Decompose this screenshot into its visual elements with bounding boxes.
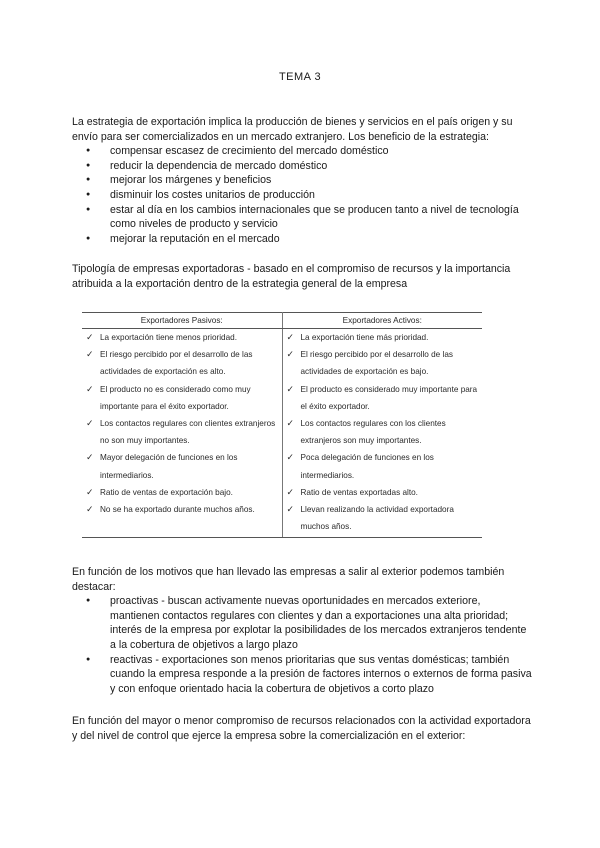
- motives-intro: En función de los motivos que han llevado las empresas a salir al exterior podemos también destacar:: [72, 566, 505, 593]
- check-icon: ✓: [286, 418, 295, 429]
- passive-cell: [82, 501, 282, 535]
- cell-text: El riesgo percibido por el desarrollo de las actividades de exportación es alto.: [100, 350, 253, 377]
- check-icon: ✓: [286, 504, 295, 515]
- motives-list: [72, 594, 532, 696]
- check-icon: ✓: [286, 452, 295, 463]
- check-icon: ✓: [286, 486, 295, 497]
- check-icon: ✓: [86, 383, 94, 394]
- passive-cell: [82, 449, 282, 483]
- list-item: ● compensar escasez de crecimiento del mercado doméstico: [86, 144, 532, 159]
- cell-text: Llevan realizando la actividad exportadora muchos años.: [300, 505, 454, 532]
- active-cell: [282, 415, 482, 449]
- table-row: [82, 346, 482, 380]
- closing-paragraph: En función del mayor o menor compromiso de recursos relacionados con la actividad exportadora y del nivel de control que ejerce la empresa sobre la comercialización en el exterior:: [72, 715, 531, 742]
- cell-text: El producto es considerado muy importante para el éxito exportador.: [300, 384, 478, 411]
- passive-cell: [82, 484, 282, 501]
- active-cell: [282, 329, 482, 347]
- passive-cell: [82, 346, 282, 380]
- motives-section: [72, 565, 532, 696]
- passive-cell: [82, 415, 282, 449]
- table-row: [82, 484, 482, 501]
- cell-text: Los contactos regulares con los clientes extranjeros son muy importantes.: [300, 419, 446, 446]
- table-row: [82, 449, 482, 483]
- cell-text: El producto no es considerado como muy importante para el éxito exportador.: [100, 384, 251, 411]
- intro-paragraph: [72, 115, 532, 246]
- list-item: ● disminuir los costes unitarios de producción: [86, 188, 532, 203]
- table-row: [82, 329, 482, 347]
- check-icon: ✓: [286, 383, 295, 394]
- cell-text: Ratio de ventas exportadas alto.: [300, 487, 418, 497]
- cell-text: Mayor delegación de funciones en los intermediarios.: [100, 453, 238, 480]
- list-item: ● mejorar los márgenes y beneficios: [86, 173, 532, 188]
- cell-text: No se ha exportado durante muchos años.: [100, 505, 255, 515]
- check-icon: ✓: [86, 349, 94, 360]
- table-row: [82, 501, 482, 535]
- active-cell: [282, 449, 482, 483]
- check-icon: ✓: [86, 418, 94, 429]
- cell-text: El riesgo percibido por el desarrollo de las actividades de exportación es bajo.: [300, 350, 453, 377]
- table-row: [82, 415, 482, 449]
- cell-text: Poca delegación de funciones en los intermediarios.: [300, 453, 434, 480]
- header-passive: Exportadores Pasivos:: [82, 313, 282, 329]
- header-active: Exportadores Activos:: [282, 313, 482, 329]
- active-cell: [282, 501, 482, 535]
- check-icon: ✓: [86, 504, 94, 515]
- check-icon: ✓: [286, 332, 295, 342]
- active-cell: [282, 484, 482, 501]
- active-cell: [282, 381, 482, 415]
- cell-text: La exportación tiene menos prioridad.: [100, 333, 237, 342]
- page-title: TEMA 3: [278, 71, 322, 83]
- list-item: ● estar al día en los cambios internacionales que se producen tanto a nivel de tecnología como niveles de producto y servicio: [86, 203, 532, 232]
- cell-text: Los contactos regulares con clientes extranjeros no son muy importantes.: [100, 419, 276, 446]
- cell-text: La exportación tiene más prioridad.: [300, 333, 429, 342]
- benefits-list: [72, 144, 532, 246]
- intro-text: La estrategia de exportación implica la producción de bienes y servicios en el país origen y su envío para ser comercializados en un mercado extranjero. Los beneficio de la estrategia:: [72, 116, 513, 143]
- list-item: ● proactivas - buscan activamente nuevas oportunidades en mercados exteriore, mantienen contactos regulares con clientes y dan a exportaciones una alta prioridad; interés de la empresa por explotar la posibilidades de los mercados extranjeros tendente a la cobertura de objetivos a largo plazo: [86, 594, 532, 652]
- list-item: ● reducir la dependencia de mercado doméstico: [86, 159, 532, 174]
- active-cell: [282, 346, 482, 380]
- table-bottom-border: [82, 535, 482, 538]
- border-cell: [282, 535, 482, 538]
- table-row: [82, 381, 482, 415]
- list-item: ● mejorar la reputación en el mercado: [86, 232, 532, 247]
- check-icon: ✓: [286, 349, 295, 360]
- check-icon: ✓: [86, 452, 94, 463]
- exporters-table: [82, 312, 482, 538]
- typology-paragraph: Tipología de empresas exportadoras - basado en el compromiso de recursos y la importancia atribuida a la exportación dentro de la estrategia general de la empresa: [72, 263, 511, 290]
- cell-text: Ratio de ventas de exportación bajo.: [100, 487, 233, 497]
- check-icon: ✓: [86, 486, 94, 497]
- border-cell: [82, 535, 282, 538]
- list-item: ● reactivas - exportaciones son menos prioritarias que sus ventas domésticas; también cuando la empresa responde a la presión de factores internos o externos de forma pasiva y con enfoque orientado hacia la cobertura de objetivos a corto plazo: [86, 653, 532, 697]
- check-icon: ✓: [86, 332, 94, 342]
- passive-cell: [82, 381, 282, 415]
- passive-cell: [82, 329, 282, 347]
